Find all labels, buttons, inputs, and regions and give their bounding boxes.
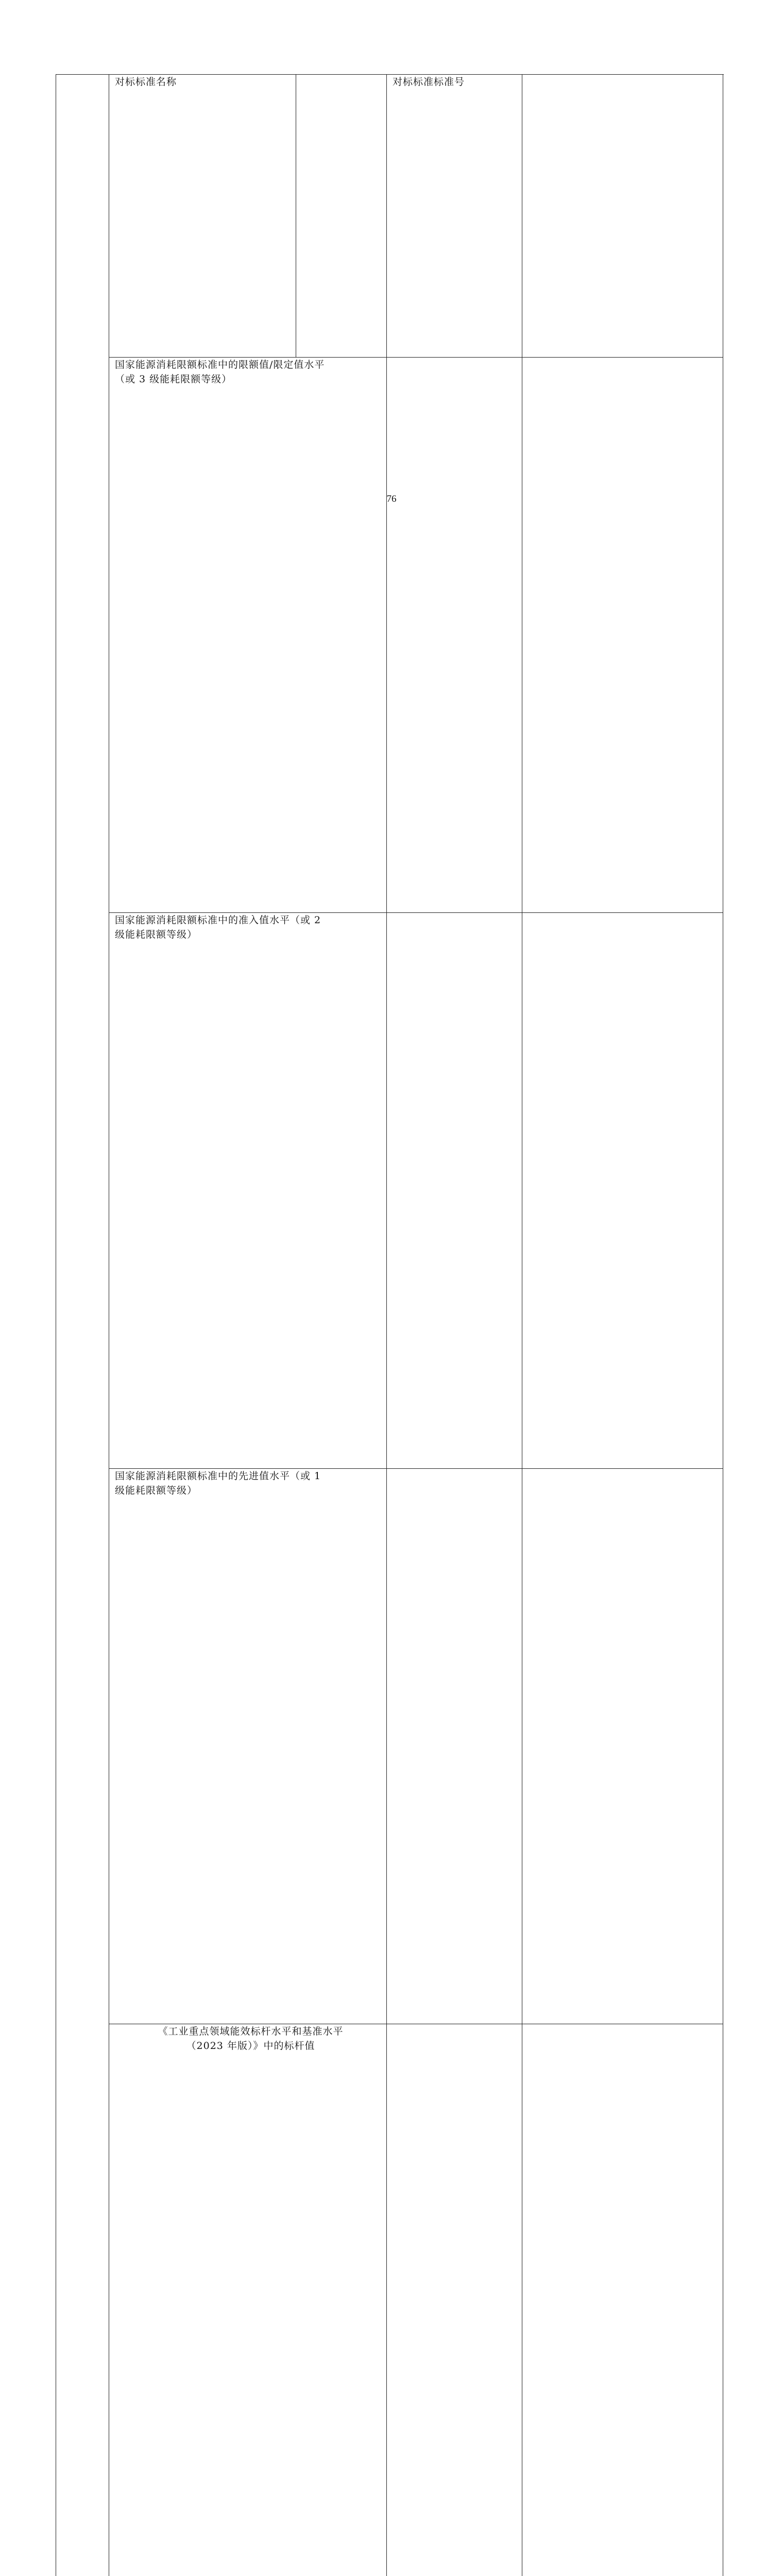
level-2-entry-label: 国家能源消耗限额标准中的准入值水平（或 2 级能耗限额等级） xyxy=(109,913,387,1469)
std-no-field[interactable] xyxy=(522,75,723,358)
document-page xyxy=(0,0,783,553)
level-3-limit-value[interactable] xyxy=(387,357,522,913)
left-category-cell-empty xyxy=(56,75,109,2576)
benchmark-2023-label: 《工业重点领域能效标杆水平和基准水平 （2023 年版）》中的标杆值 xyxy=(109,2024,387,2576)
level-1-advanced-extra[interactable] xyxy=(522,1468,723,2024)
benchmark-2023-extra[interactable] xyxy=(522,2024,723,2576)
level-1-advanced-value[interactable] xyxy=(387,1468,522,2024)
level-1-advanced-label: 国家能源消耗限额标准中的先进值水平（或 1 级能耗限额等级） xyxy=(109,1468,387,2024)
energy-benchmark-table xyxy=(56,74,723,2576)
std-no-label: 对标标准标准号 xyxy=(387,75,522,358)
page-number: 76 xyxy=(0,494,783,505)
std-name-field[interactable] xyxy=(296,75,387,358)
level-2-entry-value[interactable] xyxy=(387,913,522,1469)
std-name-label: 对标标准名称 xyxy=(109,75,296,358)
level-2-entry-extra[interactable] xyxy=(522,913,723,1469)
level-3-limit-extra[interactable] xyxy=(522,357,723,913)
level-3-limit-label: 国家能源消耗限额标准中的限额值/限定值水平 （或 3 级能耗限额等级） xyxy=(109,357,387,913)
benchmark-2023-value[interactable] xyxy=(387,2024,522,2576)
